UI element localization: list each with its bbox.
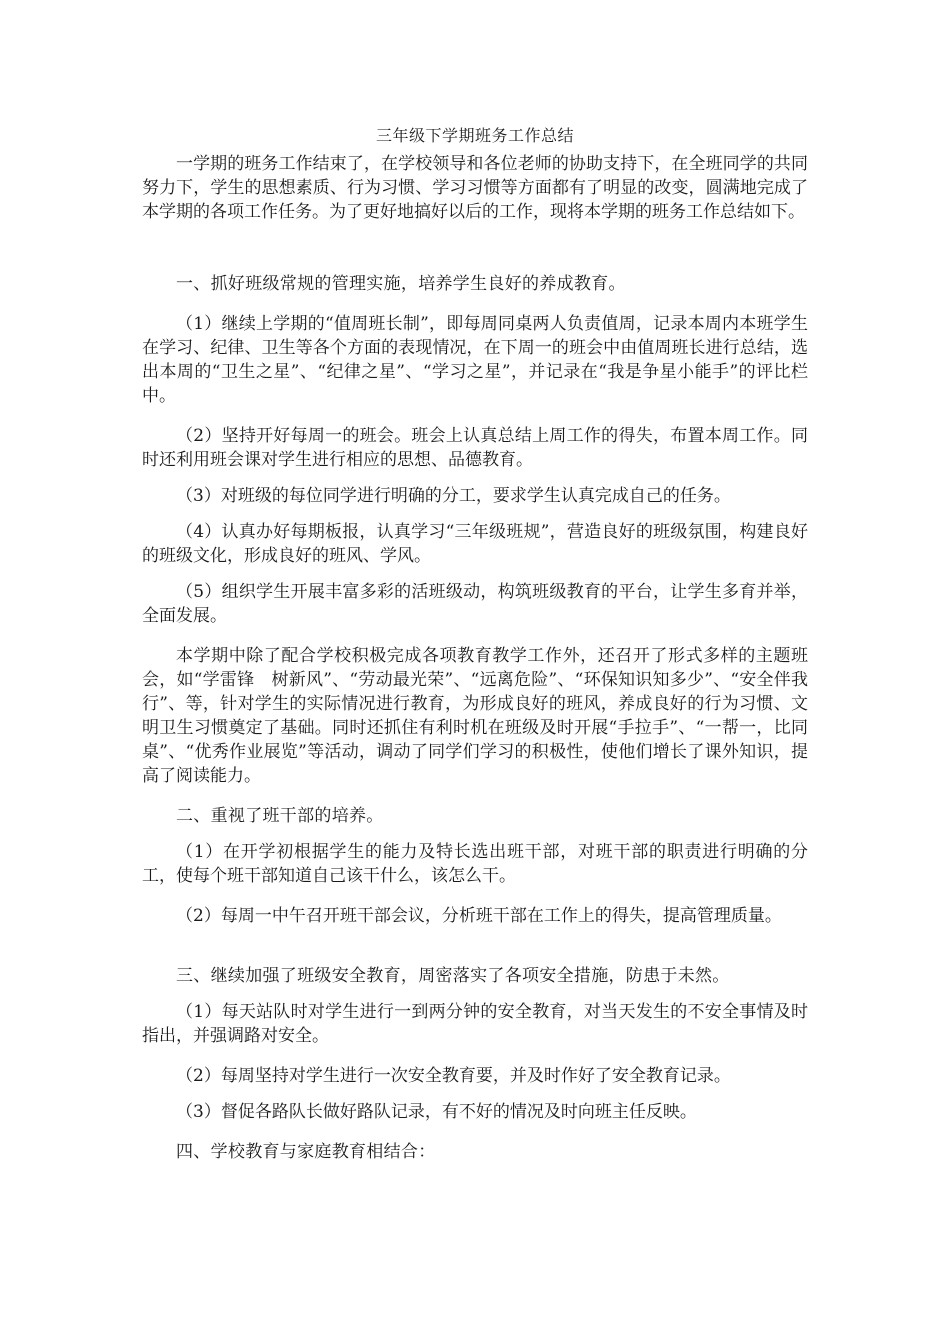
paragraph-1-2: （2）坚持开好每周一的班会。班会上认真总结上周工作的得失，布置本周工作。同时还利用班会课对学生进行相应的思想、品德教育。 [142, 426, 808, 470]
paragraph-3-3: （3）督促各路队长做好路队记录，有不好的情况及时向班主任反映。 [176, 1102, 697, 1122]
paragraph-3-1: （1）每天站队时对学生进行一到两分钟的安全教育，对当天发生的不安全事情及时指出，并强调路对安全。 [142, 1002, 808, 1046]
paragraph-2-1: （1）在开学初根据学生的能力及特长选出班干部，对班干部的职责进行明确的分工，使每个班干部知道自己该干什么，该怎么干。 [142, 842, 808, 886]
paragraph-3-2: （2）每周坚持对学生进行一次安全教育要，并及时作好了安全教育记录。 [176, 1066, 731, 1086]
section-heading-2: 二、重视了班干部的培养。 [176, 806, 384, 826]
section-heading-4: 四、学校教育与家庭教育相结合： [176, 1142, 436, 1162]
document-title: 三年级下学期班务工作总结 [375, 126, 574, 145]
section-heading-1: 一、抓好班级常规的管理实施，培养学生良好的养成教育。 [176, 274, 626, 294]
section-heading-3: 三、继续加强了班级安全教育，周密落实了各项安全措施，防患于未然。 [176, 966, 730, 986]
paragraph-intro: 一学期的班务工作结束了，在学校领导和各位老师的协助支持下，在全班同学的共同努力下，学生的思想素质、行为习惯、学习习惯等方面都有了明显的改变，圆满地完成了本学期的各项工作任务。为了更好地搞好以后的工作，现将本学期的班务工作总结如下。 [142, 154, 808, 222]
paragraph-1-5: （5）组织学生开展丰富多彩的活班级动，构筑班级教育的平台，让学生多育并举，全面发展。 [142, 582, 808, 626]
paragraph-2-2: （2）每周一中午召开班干部会议，分析班干部在工作上的得失，提高管理质量。 [176, 906, 782, 926]
paragraph-1-4: （4）认真办好每期板报，认真学习“三年级班规”，营造良好的班级氛围，构建良好的班级文化，形成良好的班风、学风。 [142, 522, 808, 566]
paragraph-1-1: （1）继续上学期的“值周班长制”，即每周同桌两人负责值周，记录本周内本班学生在学习、纪律、卫生等各个方面的表现情况，在下周一的班会中由值周班长进行总结，选出本周的“卫生之星”、“纪律之星”、“学习之星”，并记录在“我是争星小能手”的评比栏中。 [142, 314, 808, 406]
paragraph-1-3: （3）对班级的每位同学进行明确的分工，要求学生认真完成自己的任务。 [176, 486, 731, 506]
paragraph-themes: 本学期中除了配合学校积极完成各项教育教学工作外，还召开了形式多样的主题班会，如“学雷锋 树新风”、“劳动最光荣”、“远离危险”、“环保知识知多少”、“安全伴我行”、等，针对学生的实际情况进行教育，为形成良好的班风，养成良好的行为习惯、文明卫生习惯奠定了基础。同时还抓住有利时机在班级及时开展“手拉手”、“一帮一，比同桌”、“优秀作业展览”等活动，调动了同学们学习的积极性，使他们增长了课外知识，提高了阅读能力。 [142, 646, 808, 786]
